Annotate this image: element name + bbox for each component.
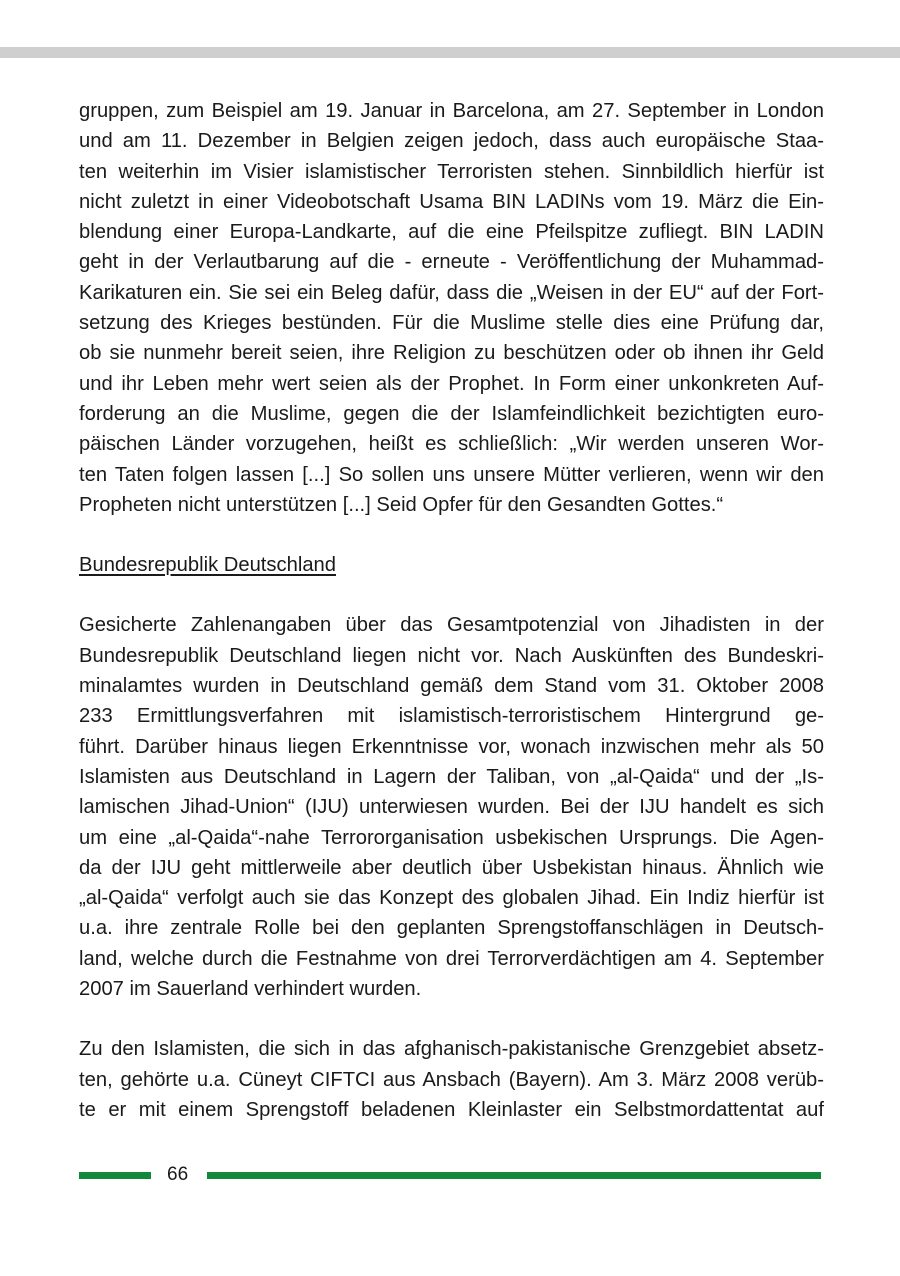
footer-rule-left	[79, 1172, 151, 1179]
paragraph-europe	[79, 96, 824, 520]
text-line: te er mit einem Sprengstoff beladenen Kleinlaster ein Selbstmordattentat auf	[79, 1098, 824, 1121]
text-line: ten weiterhin im Visier islamistischer Terroristen stehen. Sinnbildlich hierfür ist	[79, 160, 824, 183]
text-line: Islamisten aus Deutschland in Lagern der Taliban, von „al-Qaida“ und der „Is-	[79, 765, 824, 788]
text-line: setzung des Krieges bestünden. Für die Muslime stelle dies eine Prüfung dar,	[79, 312, 824, 335]
text-line: um eine „al-Qaida“-nahe Terrororganisation usbekischen Ursprungs. Die Agen-	[79, 826, 824, 849]
text-line: Gesicherte Zahlenangaben über das Gesamtpotenzial von Jihadisten in der	[79, 614, 824, 637]
text-line: päischen Länder vorzugehen, heißt es schließlich: „Wir werden unseren Wor-	[79, 433, 824, 456]
text-line: nicht zuletzt in einer Videobotschaft Usama BIN LADINs vom 19. März die Ein-	[79, 190, 824, 213]
text-line: gruppen, zum Beispiel am 19. Januar in Barcelona, am 27. September in London	[79, 100, 824, 122]
text-line: 2007 im Sauerland verhindert wurden.	[79, 978, 422, 1001]
text-line: „al-Qaida“ verfolgt auch sie das Konzept des globalen Jihad. Ein Indiz hierfür ist	[79, 887, 824, 910]
page-footer	[79, 1164, 821, 1186]
text-line: und am 11. Dezember in Belgien zeigen jedoch, dass auch europäische Staa-	[79, 130, 824, 153]
text-line: geht in der Verlautbarung auf die - erneute - Veröffentlichung der Muhammad-	[79, 251, 824, 274]
text-line: Karikaturen ein. Sie sei ein Beleg dafür, dass die „Weisen in der EU“ auf der Fort-	[79, 281, 824, 304]
text-line: und ihr Leben mehr wert seien als der Prophet. In Form einer unkonkreten Auf-	[79, 372, 824, 395]
text-line: minalamtes wurden in Deutschland gemäß dem Stand vom 31. Oktober 2008	[79, 675, 824, 698]
page-content	[79, 96, 824, 1155]
top-header-bar	[0, 47, 900, 58]
text-line: Propheten nicht unterstützen [...] Seid Opfer für den Gesandten Gottes.“	[79, 493, 724, 516]
text-line: führt. Darüber hinaus liegen Erkenntnisse vor, wonach inzwischen mehr als 50	[79, 735, 824, 758]
text-line: u.a. ihre zentrale Rolle bei den geplanten Sprengstoffanschlägen in Deutsch-	[79, 917, 824, 940]
text-line: blendung einer Europa-Landkarte, auf die eine Pfeilspitze zufliegt. BIN LADIN	[79, 221, 824, 244]
text-line: Zu den Islamisten, die sich in das afghanisch-pakistanische Grenzgebiet absetz-	[79, 1038, 824, 1061]
text-line: land, welche durch die Festnahme von drei Terrorverdächtigen am 4. September	[79, 947, 824, 970]
paragraph-germany	[79, 610, 824, 1004]
text-line: forderung an die Muslime, gegen die der Islamfeindlichkeit bezichtigten euro-	[79, 402, 824, 425]
text-line: lamischen Jihad-Union“ (IJU) unterwiesen wurden. Bei der IJU handelt es sich	[79, 796, 824, 819]
paragraph-ciftci	[79, 1034, 824, 1125]
text-line: ob sie nunmehr bereit seien, ihre Religion zu beschützen oder ob ihnen ihr Geld	[79, 342, 824, 365]
text-line: da der IJU geht mittlerweile aber deutlich über Usbekistan hinaus. Ähnlich wie	[79, 856, 824, 879]
text-line: Bundesrepublik Deutschland liegen nicht vor. Nach Auskünften des Bundeskri-	[79, 644, 824, 667]
section-heading: Bundesrepublik Deutschland	[79, 554, 336, 577]
text-line: 233 Ermittlungsverfahren mit islamistisch-terroristischem Hintergrund ge-	[79, 705, 824, 728]
text-line: ten Taten folgen lassen [...] So sollen uns unsere Mütter verlieren, wenn wir den	[79, 463, 824, 486]
page-number: 66	[167, 1164, 189, 1185]
text-line: ten, gehörte u.a. Cüneyt CIFTCI aus Ansbach (Bayern). Am 3. März 2008 verüb-	[79, 1068, 824, 1091]
footer-rule-right	[207, 1172, 821, 1179]
